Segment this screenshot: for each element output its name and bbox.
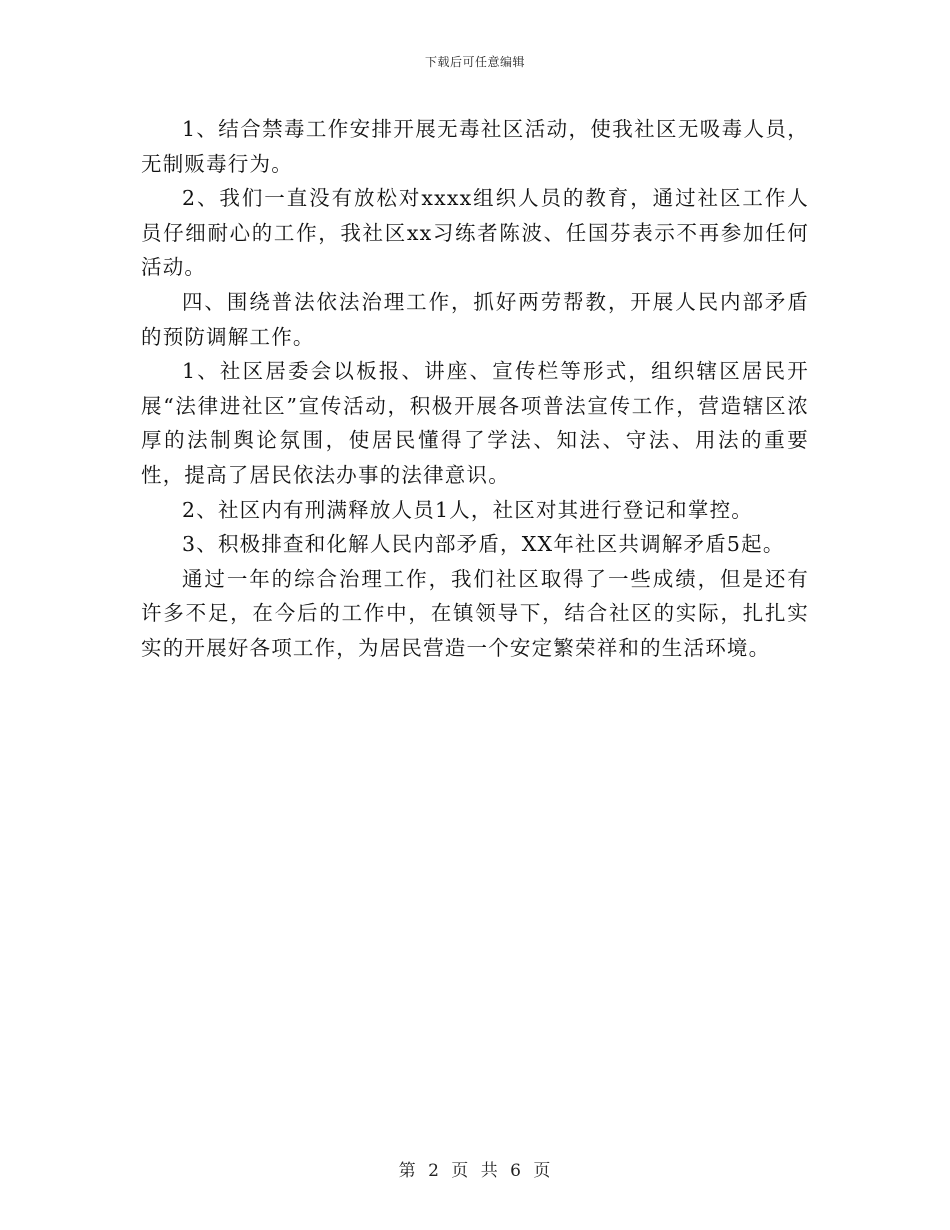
document-body xyxy=(141,112,809,666)
paragraph-released-persons: 2、社区内有刑满释放人员1人，社区对其进行登记和掌控。 xyxy=(182,497,753,522)
paragraph-drug-free-community: 1、结合禁毒工作安排开展无毒社区活动，使我社区无吸毒人员，无制贩毒行为。 xyxy=(141,117,809,176)
paragraph-section-four-heading: 四、围绕普法依法治理工作，抓好两劳帮教，开展人民内部矛盾的预防调解工作。 xyxy=(141,289,809,349)
paragraph-organization-education: 2、我们一直没有放松对xxxx组织人员的教育，通过社区工作人员仔细耐心的工作，我社区xx习练者陈波、任国芬表示不再参加任何活动。 xyxy=(141,186,809,280)
paragraph-dispute-mediation: 3、积极排查和化解人民内部矛盾，XX年社区共调解矛盾5起。 xyxy=(182,532,785,557)
paragraph-legal-publicity: 1、社区居委会以板报、讲座、宣传栏等形式，组织辖区居民开展“法律进社区”宣传活动，积极开展各项普法宣传工作，营造辖区浓厚的法制舆论氛围，使居民懂得了学法、知法、守法、用法的重要性，提高了居民依法办事的法律意识。 xyxy=(141,359,809,487)
paragraph-conclusion: 通过一年的综合治理工作，我们社区取得了一些成绩，但是还有许多不足，在今后的工作中，在镇领导下，结合社区的实际，扎扎实实的开展好各项工作，为居民营造一个安定繁荣祥和的生活环境。 xyxy=(141,566,809,660)
page-number: 第 2 页 共 6 页 xyxy=(398,1161,552,1181)
header-note: 下载后可任意编辑 xyxy=(424,55,525,69)
